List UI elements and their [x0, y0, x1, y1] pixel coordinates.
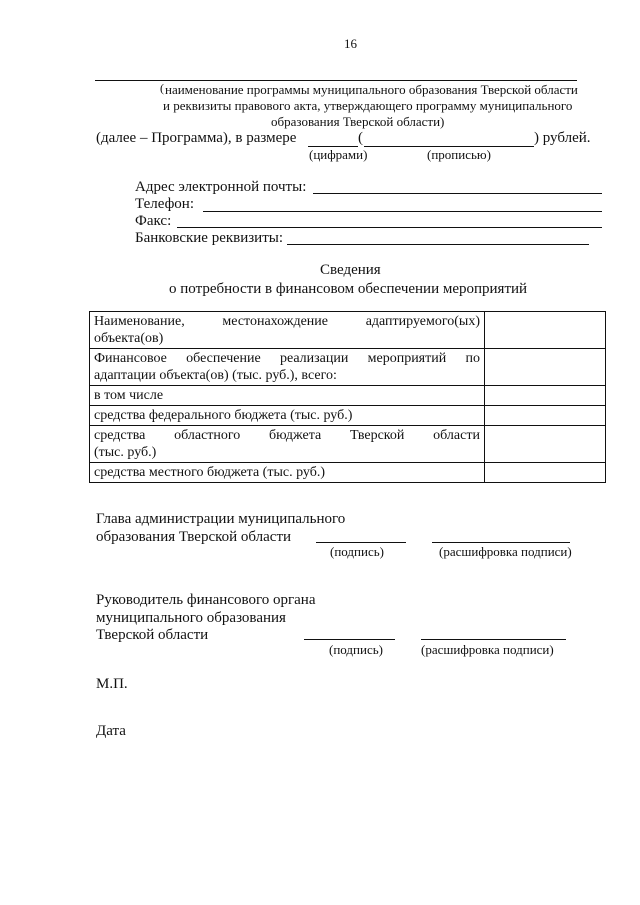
fax-field[interactable]	[177, 227, 602, 228]
bank-label: Банковские реквизиты:	[135, 230, 284, 246]
email-field[interactable]	[313, 193, 602, 194]
amount-open-paren: (	[358, 130, 363, 146]
head-decode-label: (расшифровка подписи)	[439, 544, 572, 559]
caption-marker: (	[160, 81, 164, 95]
row-label: Финансовое обеспечение реализации мероприятий по адаптации объекта(ов) (тыс. руб.), всего:	[90, 349, 485, 386]
email-label: Адрес электронной почты:	[135, 179, 307, 195]
row-label: средства местного бюджета (тыс. руб.)	[90, 463, 485, 483]
head-signature-field[interactable]	[316, 542, 406, 543]
phone-label: Телефон:	[135, 196, 194, 212]
table-row	[90, 463, 606, 483]
phone-field[interactable]	[203, 211, 602, 212]
amount-suffix: ) рублей.	[534, 130, 591, 146]
program-caption-line2: и реквизиты правового акта, утверждающего программу муниципального	[163, 98, 573, 113]
bank-field[interactable]	[287, 244, 589, 245]
row-value-cell[interactable]	[485, 312, 606, 349]
funding-table	[89, 311, 606, 483]
program-caption-line3: образования Тверской области)	[271, 114, 445, 129]
section-title: Сведения	[320, 262, 381, 278]
row-value-cell[interactable]	[485, 386, 606, 406]
finance-decode-label: (расшифровка подписи)	[421, 642, 554, 657]
table-row	[90, 312, 606, 349]
finance-title-line3: Тверской области	[96, 627, 209, 643]
program-caption-line1: наименование программы муниципального образования Тверской области	[165, 82, 578, 97]
row-label: средства областного бюджета Тверской области (тыс. руб.)	[90, 426, 485, 463]
finance-title-line2: муниципального образования	[96, 610, 286, 626]
amount-words-label: (прописью)	[427, 147, 491, 162]
table-row	[90, 406, 606, 426]
page-number: 16	[344, 36, 357, 51]
finance-sign-label: (подпись)	[329, 642, 383, 657]
amount-digits-label: (цифрами)	[309, 147, 368, 162]
finance-decode-field[interactable]	[421, 639, 566, 640]
head-decode-field[interactable]	[432, 542, 570, 543]
row-value-cell[interactable]	[485, 349, 606, 386]
row-label: в том числе	[90, 386, 485, 406]
table-row	[90, 426, 606, 463]
row-label: средства федерального бюджета (тыс. руб.)	[90, 406, 485, 426]
finance-title-line1: Руководитель финансового органа	[96, 592, 316, 608]
section-subtitle: о потребности в финансовом обеспечении мероприятий	[169, 281, 528, 297]
head-title-line1: Глава администрации муниципального	[96, 511, 346, 527]
table-row	[90, 349, 606, 386]
row-value-cell[interactable]	[485, 406, 606, 426]
table-row	[90, 386, 606, 406]
row-label: Наименование, местонахождение адаптируемого(ых) объекта(ов)	[90, 312, 485, 349]
row-value-cell[interactable]	[485, 426, 606, 463]
stamp-place: М.П.	[96, 676, 128, 692]
finance-signature-field[interactable]	[304, 639, 395, 640]
row-value-cell[interactable]	[485, 463, 606, 483]
head-title-line2: образования Тверской области	[96, 529, 292, 545]
fax-label: Факс:	[135, 213, 172, 229]
amount-prefix: (далее – Программа), в размере	[96, 130, 297, 146]
date-label: Дата	[96, 723, 126, 739]
head-sign-label: (подпись)	[330, 544, 384, 559]
program-name-line[interactable]	[95, 80, 577, 81]
